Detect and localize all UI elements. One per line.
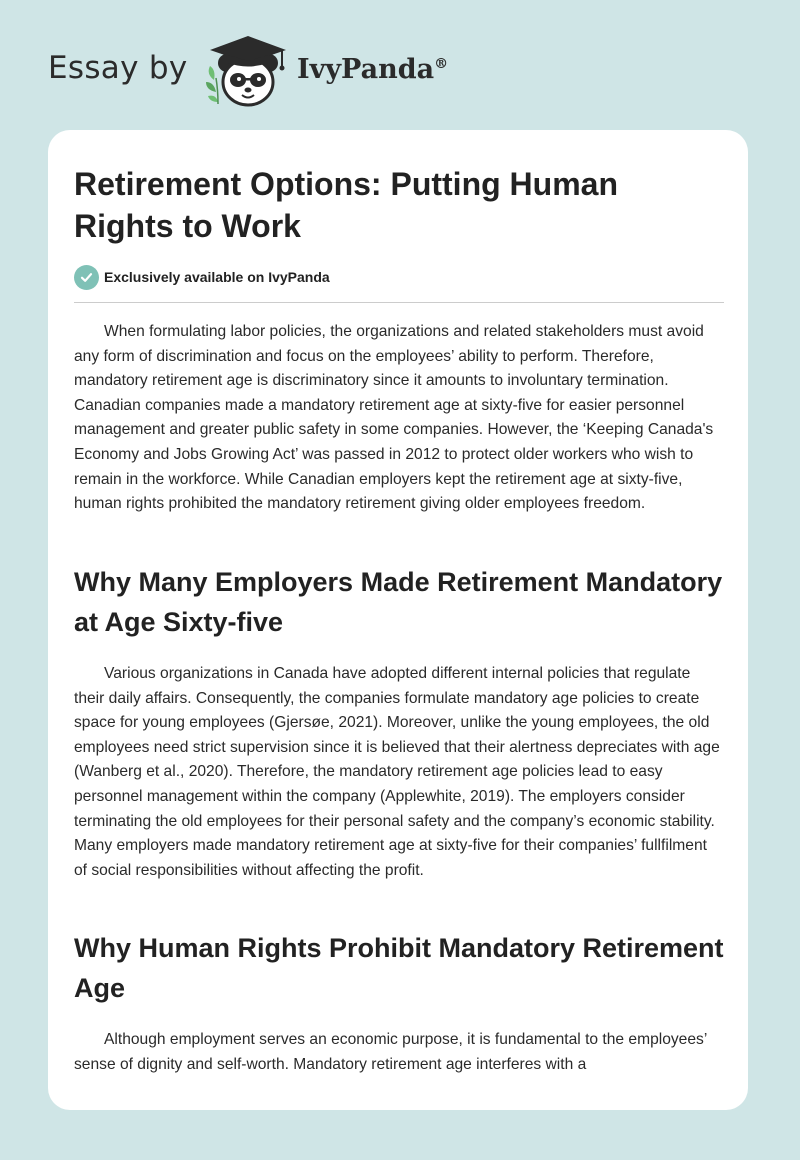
intro-paragraph: When formulating labor policies, the organizations and related stakeholders must avoid any form of discrimination and focus on the employees’ ability to perform. Therefore, mandatory retirement age is discriminatory since it amounts to involuntary termination. Canadian companies made a mandatory retirement age at sixty-five for easier personnel management and greater public safety in some companies. However, the ‘Keeping Canada's Economy and Jobs Growing Act’ was passed in 2012 to protect older workers who wish to remain in the workforce. While Canadian employers kept the retirement age at sixty-five, human rights prohibited the mandatory retirement giving older employees freedom.	[74, 323, 714, 513]
panda-logo-icon[interactable]	[200, 30, 292, 110]
page-title: Retirement Options: Putting Human Rights to Work	[74, 166, 618, 244]
section-paragraph: Although employment serves an economic purpose, it is fundamental to the employees’ sense of dignity and self-worth. Mandatory retirement age interferes with a	[74, 1031, 707, 1073]
site-header	[0, 0, 800, 130]
divider	[74, 302, 724, 303]
essay-by-label: Essay by	[48, 50, 188, 86]
essay-card	[48, 130, 748, 1110]
exclusive-label: Exclusively available on IvyPanda	[104, 269, 330, 285]
section-heading: Why Human Rights Prohibit Mandatory Retirement Age	[74, 933, 724, 1003]
section-paragraph: Various organizations in Canada have adopted different internal policies that regulate their daily affairs. Consequently, the companies formulate mandatory age policies to create space for young employees (Gjersøe, 2021). Moreover, unlike the young employees, the old employees need strict supervision since it is believed that their alertness depreciates with age (Wanberg et al., 2020). Therefore, the mandatory retirement age policies lead to easy personnel management within the company (Applewhite, 2019). The employers consider terminating the old employees for their personal safety and the company’s economic stability. Many employers made mandatory retirement age at sixty-five for their companies’ fullfilment of social responsibilities without affecting the profit.	[74, 665, 720, 879]
section-heading: Why Many Employers Made Retirement Mandatory at Age Sixty-five	[74, 567, 723, 637]
brand-name[interactable]: IvyPanda®	[297, 54, 449, 85]
check-icon	[74, 265, 99, 290]
registered-mark: ®	[434, 56, 449, 72]
exclusive-badge	[74, 264, 330, 290]
